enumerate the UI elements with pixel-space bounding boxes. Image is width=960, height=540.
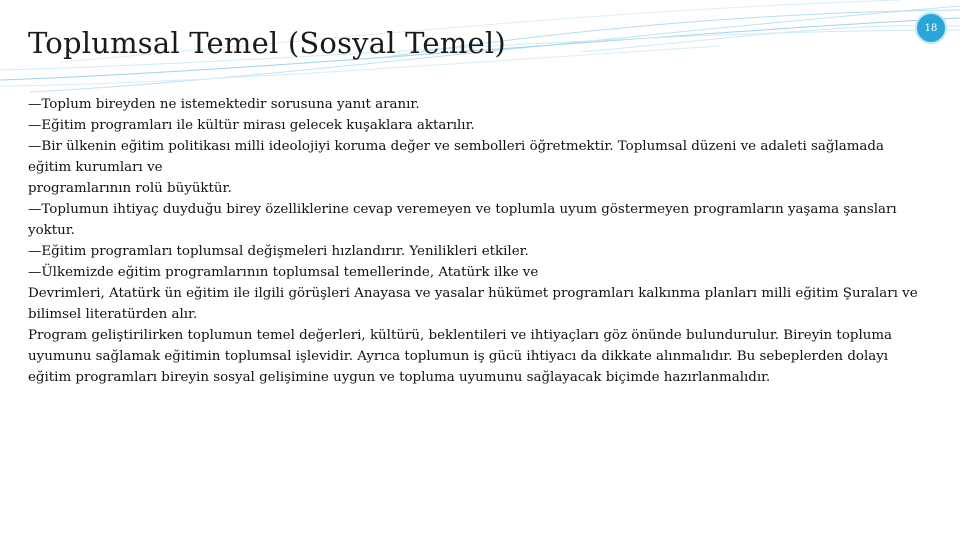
page-number-badge — [915, 12, 947, 44]
closing-paragraph: Program geliştirilirken toplumun temel değerleri, kültürü, beklentileri ve ihtiyaçları göz önünde bulundurulur. Bireyin topluma uyumunu sağlamak eğitimin toplumsal işlevidir. Ayrıca toplumun iş gücü ihtiyacı da dikkate alınmalıdır. Bu sebeplerden dolayı eğitim programları bireyin sosyal gelişimine uygun ve topluma uyumunu sağlayacak biçimde hazırlanmalıdır. — [28, 328, 893, 385]
page-number: 18 — [924, 22, 938, 34]
body-line: Devrimleri, Atatürk ün eğitim ile ilgili görüşleri Anayasa ve yasalar hükümet programları kalkınma planları milli eğitim Şuraları ve bilimsel literatürden alır. — [28, 286, 918, 322]
slide-title: Toplumsal Temel (Sosyal Temel) — [28, 26, 506, 60]
body-line: —Eğitim programları toplumsal değişmeleri hızlandırır. Yenilikleri etkiler. — [28, 244, 529, 259]
body-line: programlarının rolü büyüktür. — [28, 181, 232, 196]
body-line: —Eğitim programları ile kültür mirası gelecek kuşaklara aktarılır. — [28, 118, 475, 133]
body-line: —Ülkemizde eğitim programlarının toplumsal temellerinde, Atatürk ilke ve — [28, 265, 539, 280]
body-line: —Toplum bireyden ne istemektedir sorusuna yanıt aranır. — [28, 97, 420, 112]
slide-body — [28, 94, 924, 388]
body-line: —Toplumun ihtiyaç duyduğu birey özelliklerine cevap veremeyen ve toplumla uyum göstermeyen programların yaşama şansları yoktur. — [28, 202, 897, 238]
body-line: —Bir ülkenin eğitim politikası milli ideolojiyi koruma değer ve sembolleri öğretmektir. Toplumsal düzeni ve adaleti sağlamada eğitim kurumları ve — [28, 139, 884, 175]
